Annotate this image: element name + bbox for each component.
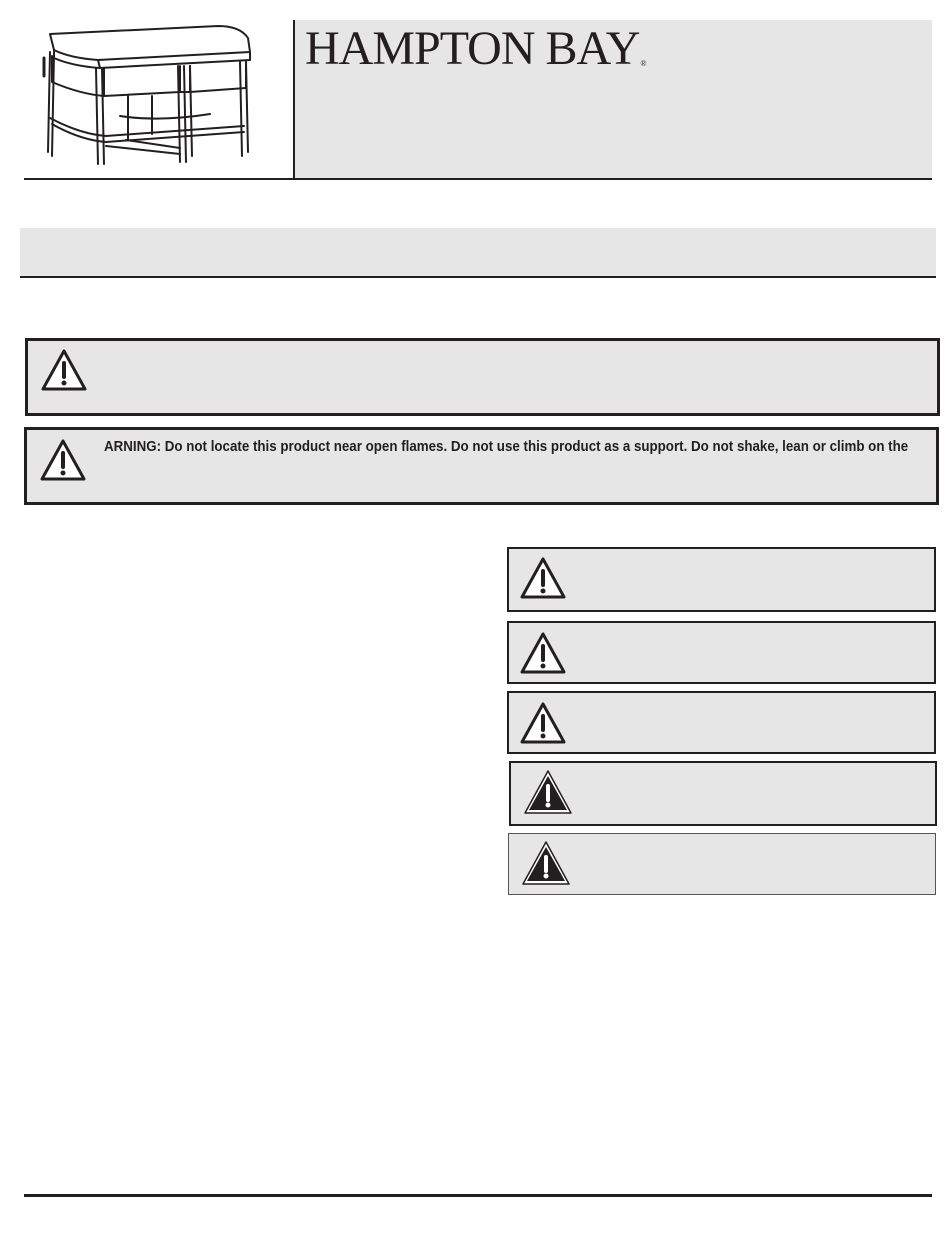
warning-triangle-icon	[519, 556, 567, 600]
warning-box	[25, 338, 940, 416]
warning-box	[509, 761, 937, 826]
warning-box	[508, 833, 936, 895]
footer-rule	[24, 1194, 932, 1197]
title-rule	[20, 276, 936, 278]
warning-triangle-icon	[39, 438, 87, 482]
brand-name: HAMPTON BAY	[305, 22, 640, 75]
warning-triangle-icon	[523, 769, 573, 815]
registered-mark: ®	[640, 59, 647, 68]
warning-box	[24, 427, 939, 505]
brand-panel	[295, 20, 932, 178]
header-rule	[24, 178, 932, 180]
warning-triangle-icon	[521, 840, 571, 886]
warning-triangle-icon	[519, 631, 567, 675]
warning-text: ARNING: Do not locate this product near open flames. Do not use this product as a support. Do not shake, lean or climb on the	[104, 439, 909, 455]
product-illustration	[40, 22, 260, 174]
warning-triangle-icon	[519, 701, 567, 745]
warning-triangle-icon	[40, 348, 88, 392]
title-band	[20, 228, 936, 276]
brand-logo	[305, 24, 647, 89]
warning-box	[507, 547, 936, 612]
warning-box	[507, 621, 936, 684]
warning-box	[507, 691, 936, 754]
